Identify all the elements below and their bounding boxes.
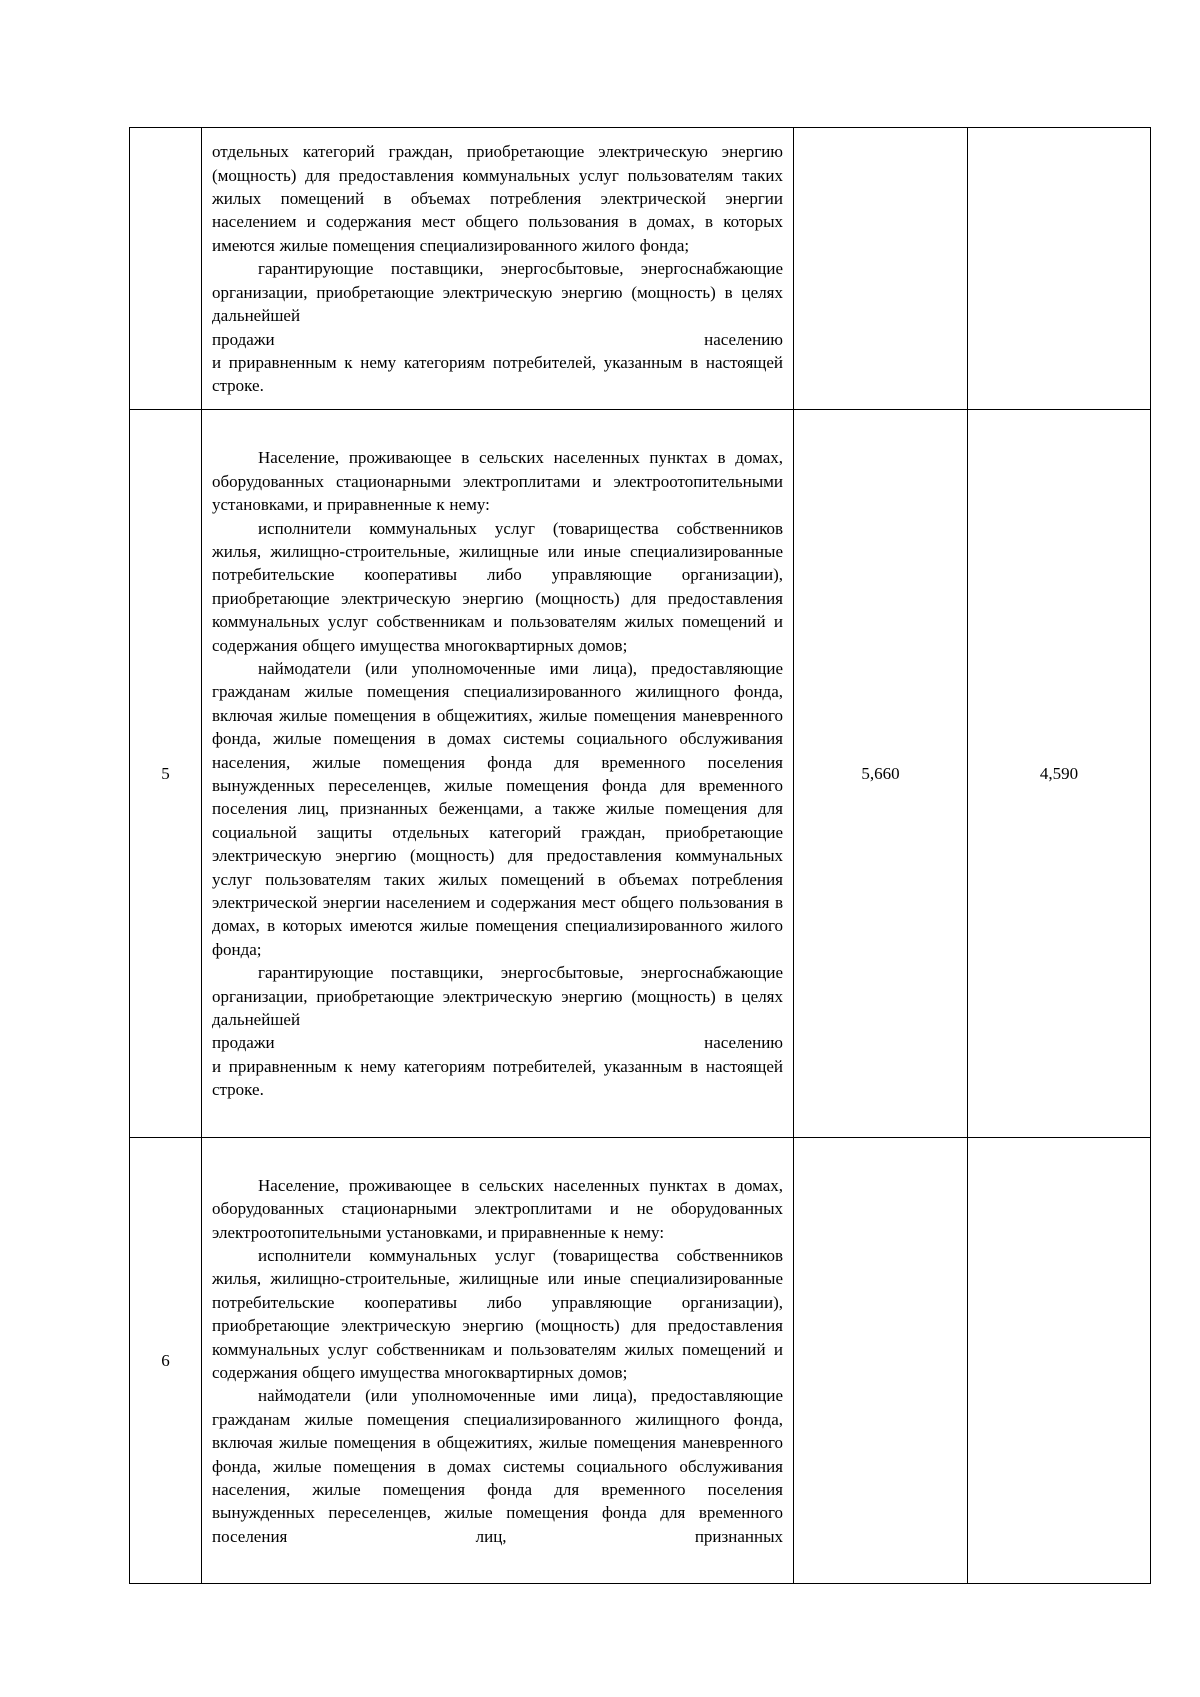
value-cell-2: 4,590 <box>968 410 1151 1138</box>
value-cell-1 <box>794 1138 968 1584</box>
row-number: 6 <box>130 1138 202 1584</box>
tariff-table <box>129 127 1151 1584</box>
paragraph: гарантирующие поставщики, энергосбытовые, энергоснабжающие организации, приобретающие электрическую энергию (мощность) в целях дальнейшей <box>212 259 783 326</box>
paragraph: Население, проживающее в сельских населенных пунктах в домах, оборудованных стационарными электроплитами и электроотопительными установками, и приравненные к нему: <box>212 448 783 515</box>
paragraph: исполнители коммунальных услуг (товарищества собственников жилья, жилищно-строительные, жилищные или иные специализированные потребительские кооперативы либо управляющие организации), приобретающие электрическую энергию (мощность) для предоставления коммунальных услуг собственникам и пользователям жилых помещений и содержания общего имущества многоквартирных домов; <box>212 518 783 655</box>
paragraph-split-line <box>212 328 783 351</box>
paragraph: исполнители коммунальных услуг (товарищества собственников жилья, жилищно-строительные, жилищные или иные специализированные потребительские кооперативы либо управляющие организации), приобретающие электрическую энергию (мощность) для предоставления коммунальных услуг собственникам и пользователям жилых помещений и содержания общего имущества многоквартирных домов; <box>212 1245 783 1382</box>
value-cell-1: 5,660 <box>794 410 968 1138</box>
table-row <box>130 128 1151 410</box>
value-cell-1 <box>794 128 968 410</box>
text-fragment: населению <box>704 329 783 349</box>
paragraph-split-line <box>212 1031 783 1054</box>
row-description <box>202 128 794 410</box>
row-description <box>202 1138 794 1584</box>
paragraph: и приравненным к нему категориям потребителей, указанным в настоящей строке. <box>212 352 783 396</box>
paragraph: Население, проживающее в сельских населенных пунктах в домах, оборудованных стационарными электроплитами и не оборудованных электроотопительными установками, и приравненные к нему: <box>212 1175 783 1242</box>
paragraph: наймодатели (или уполномоченные ими лица), предоставляющие гражданам жилые помещения специализированного жилищного фонда, включая жилые помещения в общежитиях, жилые помещения маневренного фонда, жилые помещения в домах системы социального обслуживания населения, жилые помещения фонда для временного поселения вынужденных переселенцев, жилые помещения фонда для временного поселения лиц, признанных беженцами, а также жилые помещения для социальной защиты отдельных категорий граждан, приобретающие электрическую энергию (мощность) для предоставления коммунальных услуг пользователям таких жилых помещений в объемах потребления электрической энергии населением и содержания мест общего пользования в домах, в которых имеются жилые помещения специализированного жилого фонда; <box>212 658 783 959</box>
table-row <box>130 1138 1151 1584</box>
paragraph: и приравненным к нему категориям потребителей, указанным в настоящей строке. <box>212 1056 783 1100</box>
table-row <box>130 410 1151 1138</box>
text-fragment: продажи <box>212 329 275 349</box>
paragraph: наймодатели (или уполномоченные ими лица), предоставляющие гражданам жилые помещения специализированного жилищного фонда, включая жилые помещения в общежитиях, жилые помещения маневренного фонда, жилые помещения в домах системы социального обслуживания населения, жилые помещения фонда для временного поселения вынужденных переселенцев, жилые помещения фонда для временного поселения лиц, признанных <box>212 1386 783 1546</box>
value-cell-2 <box>968 128 1151 410</box>
text-fragment: продажи <box>212 1033 275 1053</box>
paragraph: отдельных категорий граждан, приобретающие электрическую энергию (мощность) для предоставления коммунальных услуг пользователям таких жилых помещений в объемах потребления электрической энергии населением и содержания мест общего пользования в домах, в которых имеются жилые помещения специализированного жилого фонда; <box>212 142 783 255</box>
value-cell-2 <box>968 1138 1151 1584</box>
row-number: 5 <box>130 410 202 1138</box>
row-description <box>202 410 794 1138</box>
row-number <box>130 128 202 410</box>
paragraph: гарантирующие поставщики, энергосбытовые, энергоснабжающие организации, приобретающие электрическую энергию (мощность) в целях дальнейшей <box>212 963 783 1030</box>
text-fragment: населению <box>704 1033 783 1053</box>
